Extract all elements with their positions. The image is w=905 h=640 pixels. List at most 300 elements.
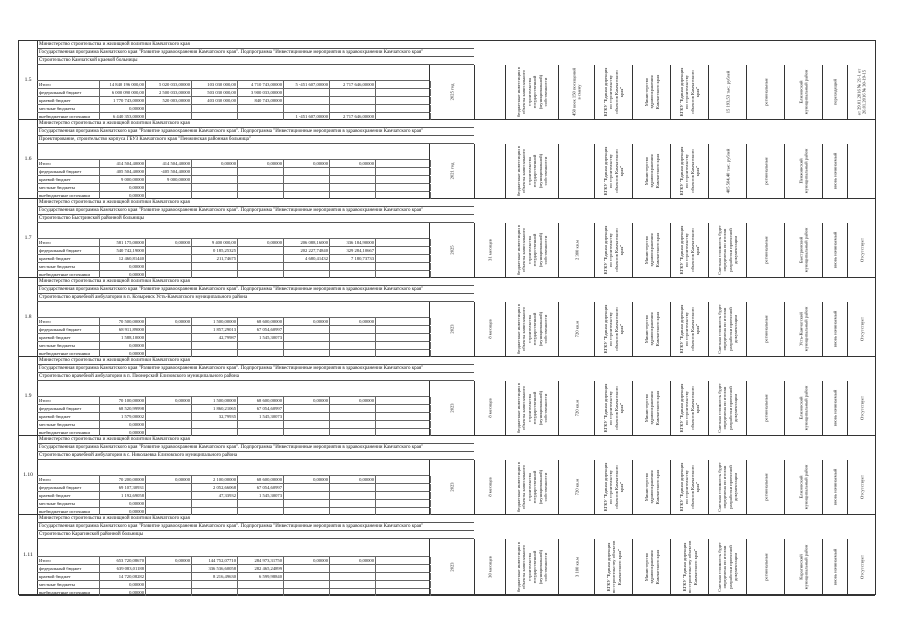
amount-cell xyxy=(237,271,282,278)
amount-cell xyxy=(375,350,431,357)
amount-cell: 0,00000 xyxy=(329,318,374,325)
amount-cell xyxy=(145,271,190,278)
funding-source-label: краевой бюджет xyxy=(39,177,71,182)
kind-column xyxy=(505,539,558,595)
object-block xyxy=(19,278,875,357)
amount-cell xyxy=(329,405,374,412)
term-column xyxy=(474,460,505,514)
object-title: Строительство врачебной амбулатории в с. Николаевка Елизовского муниципального района xyxy=(37,452,474,460)
amount-cell xyxy=(191,184,236,191)
amount-cell xyxy=(145,326,190,333)
funding-source-label: федеральный бюджет xyxy=(39,566,82,571)
financing-row xyxy=(37,238,429,246)
amount-cell xyxy=(237,105,282,112)
amount-cell xyxy=(283,89,328,96)
amount-cell: 0,00000 xyxy=(237,239,282,246)
amount-cell: 1 545,30073 xyxy=(237,334,282,341)
amount-cell xyxy=(191,168,236,175)
amount-cell xyxy=(191,508,236,515)
operator-column xyxy=(670,223,708,277)
funding-source-label: местные бюджеты xyxy=(39,582,75,587)
funding-source-label: Итого xyxy=(39,161,51,166)
amount-cell xyxy=(145,405,190,412)
cost-column xyxy=(708,539,746,595)
gov-text: Министерство здравоохранения Камчатского края xyxy=(643,74,660,110)
territory-text: Елизовский муниципальный район xyxy=(798,69,809,115)
customer-text: КГКУ "Единая дирекция по строительству объектов Камчатского края" xyxy=(602,304,624,354)
level-column xyxy=(746,65,784,119)
amount-cell xyxy=(191,500,236,507)
amount-cell: 202 227,74840 xyxy=(283,247,328,254)
funding-source-label: федеральный бюджет xyxy=(39,248,82,253)
year-text: 2023 xyxy=(449,562,455,572)
term-text: 8 месяцев xyxy=(487,319,493,339)
funding-source-label: Итого xyxy=(39,82,51,87)
amount-cell xyxy=(375,581,431,588)
row-number: 1.8 xyxy=(19,278,38,356)
financing-row xyxy=(37,175,429,183)
amount-cell xyxy=(283,565,328,572)
amount-cell xyxy=(375,429,431,436)
amount-cell xyxy=(145,492,190,499)
amount-cell xyxy=(329,421,374,428)
amount-cell xyxy=(329,184,374,191)
gov-text: Министерство здравоохранения Камчатского края xyxy=(643,549,660,585)
docs-text: Отсутствует xyxy=(858,316,864,342)
funding-source-label: краевой бюджет xyxy=(39,98,71,103)
amount-cell xyxy=(283,271,328,278)
financing-row xyxy=(37,112,429,120)
amount-cell xyxy=(329,263,374,270)
amount-cell xyxy=(145,263,190,270)
state-column xyxy=(822,381,847,435)
financing-row xyxy=(37,349,429,357)
level-column xyxy=(746,302,784,356)
docs-text: Отсутствует xyxy=(858,237,864,263)
amount-cell xyxy=(191,342,236,349)
amount-cell xyxy=(329,413,374,420)
amount-cell: 14 840 196 000,00 xyxy=(99,81,144,88)
customer-text: КГКУ "Единая дирекция по строительству объектов Камчатского края" xyxy=(602,462,624,512)
amount-cell: 8 216,49630 xyxy=(191,573,236,580)
amount-cell xyxy=(375,105,431,112)
funding-source-label: федеральный бюджет xyxy=(39,90,82,95)
amount-cell: 1 588,10000 xyxy=(99,334,144,341)
capacity-column xyxy=(558,144,594,198)
amount-cell xyxy=(145,113,190,120)
amount-cell xyxy=(283,492,328,499)
amount-cell xyxy=(145,421,190,428)
financing-row xyxy=(37,325,429,333)
level-text: региональные xyxy=(762,236,768,264)
amount-cell xyxy=(375,81,431,88)
amount-cell xyxy=(145,184,190,191)
amount-cell xyxy=(375,492,431,499)
amount-cell: 4 710 743,00000 xyxy=(237,81,282,88)
amount-cell xyxy=(283,342,328,349)
amount-cell: 5 020 033,00000 xyxy=(145,81,190,88)
amount-cell xyxy=(375,421,431,428)
funding-source-label: краевой бюджет xyxy=(39,414,71,419)
amount-cell xyxy=(283,581,328,588)
amount-cell xyxy=(329,500,374,507)
amount-cell: 0,00000 xyxy=(99,263,144,270)
financing-row xyxy=(37,317,429,325)
funding-source-label: федеральный бюджет xyxy=(39,485,82,490)
customer-column xyxy=(594,460,632,514)
level-column xyxy=(746,539,784,595)
state-column xyxy=(822,65,847,119)
cost-text: Сметная стоимость будет определена по итогам разработки проектной документации xyxy=(716,304,738,354)
year-column xyxy=(429,65,474,119)
amount-cell: 70 200,00000 xyxy=(99,476,144,483)
financing-row xyxy=(37,254,429,262)
amount-cell: 1 579,00002 xyxy=(99,413,144,420)
state-column xyxy=(822,539,847,595)
financing-row xyxy=(37,556,429,564)
operator-column xyxy=(670,65,708,119)
object-title: Строительство Камчатской краевой больницы xyxy=(37,57,474,65)
amount-cell: 0,00000 xyxy=(99,500,144,507)
amount-cell: 405 504,40000 xyxy=(99,168,144,175)
docs-column xyxy=(847,223,875,277)
funding-source-label: федеральный бюджет xyxy=(39,406,82,411)
amount-cell xyxy=(329,192,374,199)
docs-text: Отсутствует xyxy=(858,395,864,421)
customer-text: КГКУ "Единая дирекция по строительству объектов Камчатского края" xyxy=(602,225,624,275)
amount-cell xyxy=(283,508,328,515)
funding-source-label: краевой бюджет xyxy=(39,335,71,340)
program-header: Государственная программа Камчатского края "Развитие здравоохранения Камчатского края". Подпрограмма "Инвестиционные мероприятия в здравоохранении Камчатского края" xyxy=(37,365,474,373)
amount-cell xyxy=(191,113,236,120)
funding-source-label: внебюджетные источники xyxy=(39,351,90,356)
capacity-text: 720 кв.м xyxy=(573,399,579,417)
amount-cell xyxy=(329,342,374,349)
amount-cell: 0,00000 xyxy=(99,589,144,596)
program-header: Государственная программа Камчатского края "Развитие здравоохранения Камчатского края". Подпрограмма "Инвестиционные мероприятия в здравоохранении Камчатского края" xyxy=(37,49,474,57)
financing-row xyxy=(37,246,429,254)
object-block xyxy=(19,357,875,436)
operator-column xyxy=(670,302,708,356)
gov-text: Министерство здравоохранения Камчатского края xyxy=(643,153,660,189)
amount-cell: 414 504,40000 xyxy=(145,160,190,167)
amount-cell xyxy=(237,589,282,596)
customer-column xyxy=(594,65,632,119)
docs-column xyxy=(847,539,875,595)
amount-cell xyxy=(375,239,431,246)
customer-text: КГКУ "Единая дирекция по строительству объектов Камчатского края" xyxy=(602,67,624,117)
level-text: региональные xyxy=(762,553,768,581)
amount-cell: 329 284,10667 xyxy=(329,247,374,254)
territory-text: Карагинский муниципальный район xyxy=(798,544,809,590)
kind-text: бюджетные инвестиции в объекты капитального строительства государственной (муниципальной) собственности xyxy=(515,382,548,434)
amount-cell: 0,00000 xyxy=(99,105,144,112)
term-text: 8 месяцев xyxy=(487,477,493,497)
funding-source-label: местные бюджеты xyxy=(39,264,75,269)
amount-cell xyxy=(237,168,282,175)
amount-cell xyxy=(329,508,374,515)
level-column xyxy=(746,144,784,198)
amount-cell: 32,79935 xyxy=(191,413,236,420)
amount-cell: 0,00000 xyxy=(329,397,374,404)
amount-cell xyxy=(145,334,190,341)
kind-column xyxy=(505,381,558,435)
amount-cell: 0,00000 xyxy=(237,160,282,167)
amount-cell xyxy=(283,484,328,491)
gov-text: Министерство здравоохранения Камчатского края xyxy=(643,232,660,268)
gov-text: Министерство здравоохранения Камчатского края xyxy=(643,469,660,505)
amount-cell: 639 083,01188 xyxy=(99,565,144,572)
funding-source-label: Итого xyxy=(39,240,51,245)
amount-cell: 0,00000 xyxy=(99,429,144,436)
amount-cell xyxy=(375,89,431,96)
amount-cell xyxy=(375,405,431,412)
amount-cell xyxy=(191,271,236,278)
object-block xyxy=(19,436,875,515)
kind-text: бюджетные инвестиции в объекты капитального строительства государственной (муниципальной) собственности xyxy=(515,541,548,593)
row-number: 1.7 xyxy=(19,199,38,277)
amount-cell xyxy=(375,176,431,183)
amount-cell xyxy=(375,113,431,120)
amount-cell xyxy=(283,184,328,191)
amount-cell xyxy=(237,581,282,588)
territory-column xyxy=(784,460,822,514)
amount-cell xyxy=(145,573,190,580)
kind-column xyxy=(505,65,558,119)
customer-column xyxy=(594,381,632,435)
amount-cell: 3 900 033,00000 xyxy=(237,89,282,96)
amount-cell xyxy=(375,97,431,104)
funding-source-label: местные бюджеты xyxy=(39,185,75,190)
amount-cell: 0,00000 xyxy=(283,160,328,167)
amount-cell xyxy=(191,589,236,596)
amount-cell: 2 717 646,00000 xyxy=(329,113,374,120)
year-text: 2023 xyxy=(449,324,455,334)
gov-column xyxy=(632,381,670,435)
amount-cell xyxy=(375,342,431,349)
operator-column xyxy=(670,460,708,514)
amount-cell xyxy=(375,565,431,572)
state-text: вновь начинаемый xyxy=(832,548,838,586)
docs-column xyxy=(847,65,875,119)
operator-column xyxy=(670,539,708,595)
territory-column xyxy=(784,381,822,435)
amount-cell xyxy=(375,557,431,564)
territory-text: Елизовский муниципальный район xyxy=(798,464,809,510)
amount-cell xyxy=(375,397,431,404)
amount-cell xyxy=(375,413,431,420)
year-text: 2025 год xyxy=(449,83,455,101)
amount-cell xyxy=(145,565,190,572)
cost-column xyxy=(708,302,746,356)
funding-source-label: Итого xyxy=(39,558,51,563)
amount-cell: 2 100,00000 xyxy=(191,476,236,483)
object-title: Строительство Быстринской районной больницы xyxy=(37,215,474,223)
amount-cell xyxy=(283,105,328,112)
amount-cell: 144 752,07710 xyxy=(191,557,236,564)
amount-cell xyxy=(145,581,190,588)
amount-cell: 503 030 000,00 xyxy=(191,89,236,96)
cost-text: Сметная стоимость будет определена по итогам разработки проектной документации xyxy=(716,225,738,275)
operator-text: КГКУ "Единая дирекция по строительству объектов Камчатского края" xyxy=(678,462,700,512)
row-number: 1.5 xyxy=(19,41,38,119)
territory-text: Быстринский муниципальный район xyxy=(798,227,809,273)
amount-cell xyxy=(191,192,236,199)
amount-cell xyxy=(329,565,374,572)
amount-cell xyxy=(191,581,236,588)
amount-cell xyxy=(283,573,328,580)
amount-cell: 0,00000 xyxy=(99,271,144,278)
amount-cell xyxy=(191,105,236,112)
amount-cell xyxy=(375,160,431,167)
amount-cell xyxy=(283,421,328,428)
amount-cell xyxy=(375,334,431,341)
amount-cell: 1 500,00000 xyxy=(191,397,236,404)
amount-cell: 0,00000 xyxy=(329,557,374,564)
amount-cell xyxy=(329,326,374,333)
customer-text: КГКУ "Единая дирекция по строительству объектов Камчатского края" xyxy=(605,540,622,594)
amount-cell xyxy=(375,247,431,254)
financing-row xyxy=(37,499,429,507)
kind-text: бюджетные инвестиции в объекты капитального строительства государственной (муниципальной) собственности xyxy=(515,224,548,276)
amount-cell xyxy=(283,500,328,507)
capacity-text: 720 кв.м xyxy=(573,478,579,496)
amount-cell: 6 599,98840 xyxy=(237,573,282,580)
financing-row xyxy=(37,262,429,270)
row-number: 1.10 xyxy=(19,436,38,514)
funding-source-label: местные бюджеты xyxy=(39,501,75,506)
amount-cell: 0,00000 xyxy=(99,342,144,349)
funding-source-label: внебюджетные источники xyxy=(39,193,90,198)
operator-column xyxy=(670,381,708,435)
docs-column xyxy=(847,302,875,356)
amount-cell xyxy=(375,184,431,191)
amount-cell: 0,00000 xyxy=(283,318,328,325)
amount-cell xyxy=(329,168,374,175)
amount-cell xyxy=(237,255,282,262)
amount-cell xyxy=(375,318,431,325)
kind-column xyxy=(505,144,558,198)
amount-cell: 0,00000 xyxy=(99,192,144,199)
year-column xyxy=(429,381,474,435)
program-header: Государственная программа Камчатского края "Развитие здравоохранения Камчатского края". Подпрограмма "Инвестиционные мероприятия в здравоохранении Камчатского края" xyxy=(37,444,474,452)
amount-cell: 70 100,00000 xyxy=(99,397,144,404)
docs-text: Отсутствует xyxy=(858,474,864,500)
amount-cell: 0,00000 xyxy=(99,350,144,357)
amount-cell: 5 -451 607,00000 xyxy=(283,81,328,88)
amount-cell: 0,00000 xyxy=(145,557,190,564)
year-text: 2021 год xyxy=(449,162,455,180)
amount-cell xyxy=(329,429,374,436)
amount-cell xyxy=(375,508,431,515)
gov-column xyxy=(632,65,670,119)
level-column xyxy=(746,223,784,277)
gov-text: Министерство здравоохранения Камчатского края xyxy=(643,311,660,347)
amount-cell: 2 500 033,00000 xyxy=(145,89,190,96)
amount-cell xyxy=(237,176,282,183)
amount-cell: 68 911,89000 xyxy=(99,326,144,333)
capacity-text: 2 300 кв.м xyxy=(573,240,579,260)
amount-cell: 7 180,73733 xyxy=(329,255,374,262)
customer-column xyxy=(594,302,632,356)
financing-row xyxy=(37,420,429,428)
amount-cell: 206 088,16000 xyxy=(283,239,328,246)
amount-cell: 1 770 743,00000 xyxy=(99,97,144,104)
amount-cell: 840 743,00000 xyxy=(237,97,282,104)
amount-cell xyxy=(145,255,190,262)
kind-text: бюджетные инвестиции в объекты капитального строительства государственной (муниципальной) собственности xyxy=(515,145,548,197)
year-column xyxy=(429,539,474,595)
financing-row xyxy=(37,333,429,341)
amount-cell xyxy=(375,255,431,262)
amount-cell: 1 500,00000 xyxy=(191,318,236,325)
amount-cell xyxy=(145,429,190,436)
amount-cell xyxy=(329,97,374,104)
state-text: вновь начинаемый xyxy=(832,389,838,427)
ministry-header: Министерство строительства и жилищной политики Камчатского края xyxy=(37,436,474,444)
kind-column xyxy=(505,302,558,356)
amount-cell: 0,00000 xyxy=(99,581,144,588)
level-text: региональные xyxy=(762,157,768,185)
term-column xyxy=(474,539,505,595)
term-column xyxy=(474,302,505,356)
cost-column xyxy=(708,144,746,198)
financing-row xyxy=(37,564,429,572)
year-column xyxy=(429,144,474,198)
amount-cell xyxy=(283,192,328,199)
financing-table xyxy=(37,475,429,515)
gov-column xyxy=(632,460,670,514)
term-column xyxy=(474,144,505,198)
cost-column xyxy=(708,223,746,277)
amount-cell: 42,79987 xyxy=(191,334,236,341)
capacity-column xyxy=(558,381,594,435)
amount-cell xyxy=(329,176,374,183)
term-text: 30 месяцев xyxy=(487,556,493,578)
amount-cell: 0,00000 xyxy=(145,239,190,246)
amount-cell xyxy=(329,589,374,596)
amount-cell xyxy=(237,192,282,199)
object-block xyxy=(19,41,875,120)
amount-cell xyxy=(329,350,374,357)
financing-row xyxy=(37,491,429,499)
funding-source-label: внебюджетные источники xyxy=(39,509,90,514)
kind-column xyxy=(505,460,558,514)
state-text: переходящий xyxy=(832,79,838,105)
amount-cell: 0 185,25325 xyxy=(191,247,236,254)
amount-cell: 653 720,08670 xyxy=(99,557,144,564)
financing-row xyxy=(37,191,429,199)
ministry-header: Министерство строительства и жилищной политики Камчатского края xyxy=(37,41,474,49)
amount-cell xyxy=(375,192,431,199)
level-text: региональные xyxy=(762,473,768,501)
term-column xyxy=(474,381,505,435)
amount-cell: 1 -451 607,00000 xyxy=(283,113,328,120)
financing-table xyxy=(37,159,429,199)
amount-cell xyxy=(191,176,236,183)
amount-cell: 2 052,66068 xyxy=(191,484,236,491)
gov-column xyxy=(632,144,670,198)
amount-cell: 14 720,08282 xyxy=(99,573,144,580)
object-block xyxy=(19,515,875,596)
amount-cell: 0,00000 xyxy=(145,476,190,483)
financing-row xyxy=(37,159,429,167)
financing-row xyxy=(37,396,429,404)
financing-row xyxy=(37,404,429,412)
financing-row xyxy=(37,475,429,483)
amount-cell: 1 545,30073 xyxy=(237,492,282,499)
operator-text: КГКУ "Единая дирекция по строительству объектов Камчатского края" xyxy=(678,383,700,433)
